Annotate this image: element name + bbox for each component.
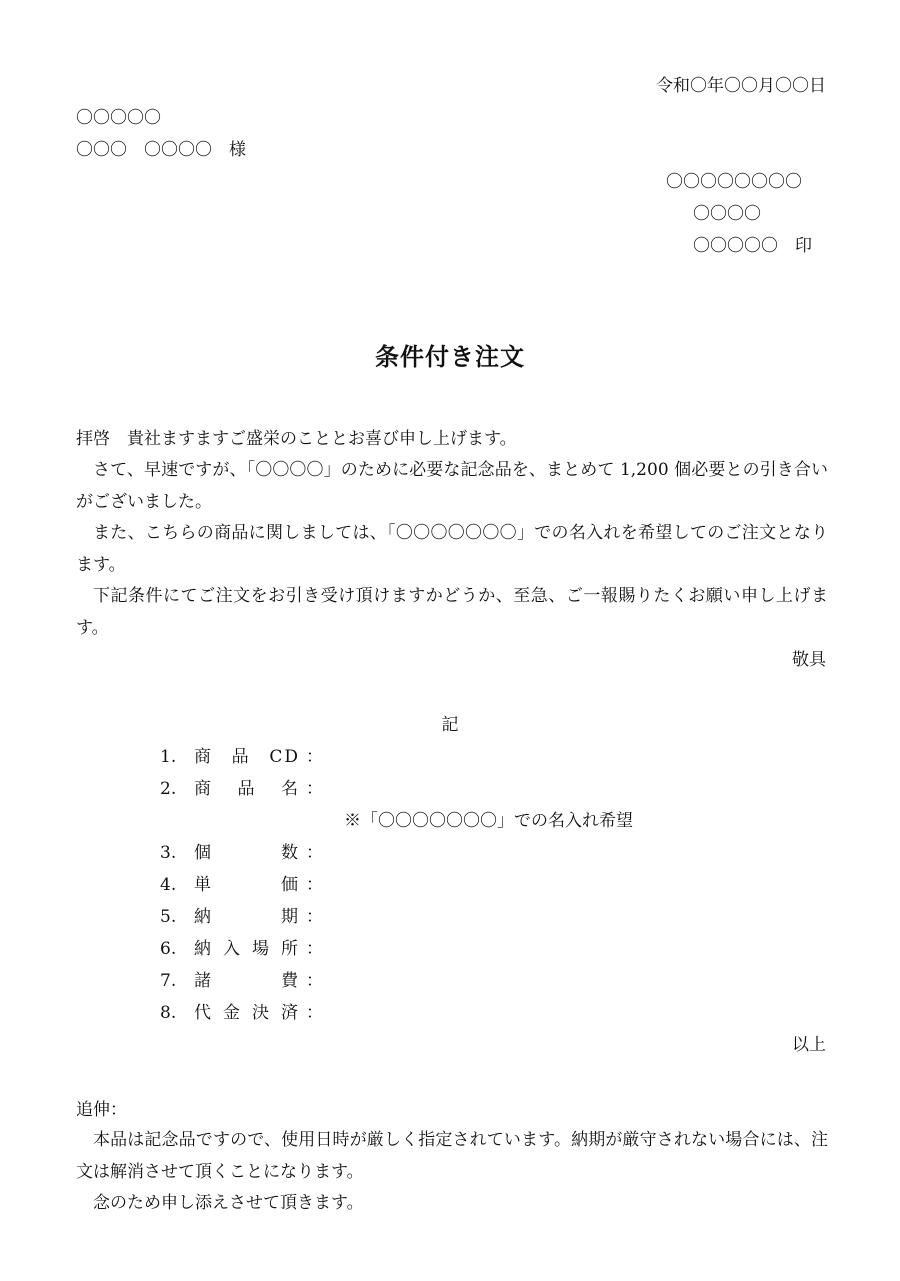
- item-colon: ：: [306, 747, 323, 767]
- item-number: 4.: [160, 875, 177, 895]
- body-paragraph-1: さて、早速ですが、「〇〇〇〇」のために必要な記念品を、まとめて 1,200 個必要との引き合いがございました。: [76, 460, 828, 512]
- item-colon: ：: [306, 971, 323, 991]
- item-number: 1.: [160, 747, 177, 767]
- condition-item: [160, 875, 323, 895]
- item-number: 3.: [160, 843, 177, 863]
- item-note: ※「〇〇〇〇〇〇〇」での名入れ希望: [344, 811, 633, 831]
- condition-item: [160, 747, 323, 767]
- closing-ijou: 以上: [792, 1035, 826, 1055]
- item-label: 商品名: [194, 779, 300, 799]
- item-colon: ：: [306, 939, 323, 959]
- item-colon: ：: [306, 1003, 323, 1023]
- document-date: 令和〇年〇〇月〇〇日: [656, 76, 826, 96]
- item-number: 5.: [160, 907, 177, 927]
- item-number: 7.: [160, 971, 177, 991]
- closing-keigu: 敬具: [792, 650, 826, 670]
- item-label: 単価: [194, 875, 300, 895]
- postscript-paragraph-2: 念のため申し添えさせて頂きます。: [93, 1193, 364, 1213]
- postscript-heading: 追伸：: [76, 1100, 127, 1120]
- body-paragraph-2: また、こちらの商品に関しましては、「〇〇〇〇〇〇〇」での名入れを希望してのご注文となります。: [76, 523, 828, 575]
- sender-department: 〇〇〇〇: [693, 204, 761, 224]
- item-colon: ：: [306, 779, 323, 799]
- item-number: 8.: [160, 1003, 177, 1023]
- recipient-name: 〇〇〇 〇〇〇〇 様: [76, 140, 246, 160]
- sender-company: 〇〇〇〇〇〇〇〇: [666, 172, 802, 192]
- recipient-company: 〇〇〇〇〇: [76, 108, 161, 128]
- condition-item: [160, 843, 323, 863]
- item-label: 納期: [194, 907, 300, 927]
- condition-item: [160, 907, 323, 927]
- item-colon: ：: [306, 875, 323, 895]
- body-paragraph-3: 下記条件にてご注文をお引き受け頂けますかどうか、至急、ご一報賜りたくお願い申し上げます。: [76, 586, 828, 638]
- item-label: 納入場所: [194, 939, 300, 959]
- item-colon: ：: [306, 907, 323, 927]
- greeting-paragraph: 拝啓 貴社ますますご盛栄のこととお喜び申し上げます。: [76, 429, 517, 449]
- item-label: 個数: [194, 843, 300, 863]
- condition-item: [160, 1003, 323, 1023]
- item-colon: ：: [306, 843, 323, 863]
- item-label: 代金決済: [194, 1003, 300, 1023]
- postscript-paragraph-1: 本品は記念品ですので、使用日時が厳しく指定されています。納期が厳守されない場合には、注文は解消させて頂くことになります。: [76, 1130, 828, 1182]
- ki-heading: 記: [441, 715, 459, 735]
- sender-name-seal: 〇〇〇〇〇 印: [693, 236, 812, 256]
- condition-item: [160, 939, 323, 959]
- item-number: 6.: [160, 939, 177, 959]
- condition-item: [160, 971, 323, 991]
- item-label: 商品CD: [194, 747, 300, 767]
- item-number: 2.: [160, 779, 177, 799]
- document-title: 条件付き注文: [375, 342, 525, 371]
- item-label: 諸費: [194, 971, 300, 991]
- condition-item: [160, 779, 323, 799]
